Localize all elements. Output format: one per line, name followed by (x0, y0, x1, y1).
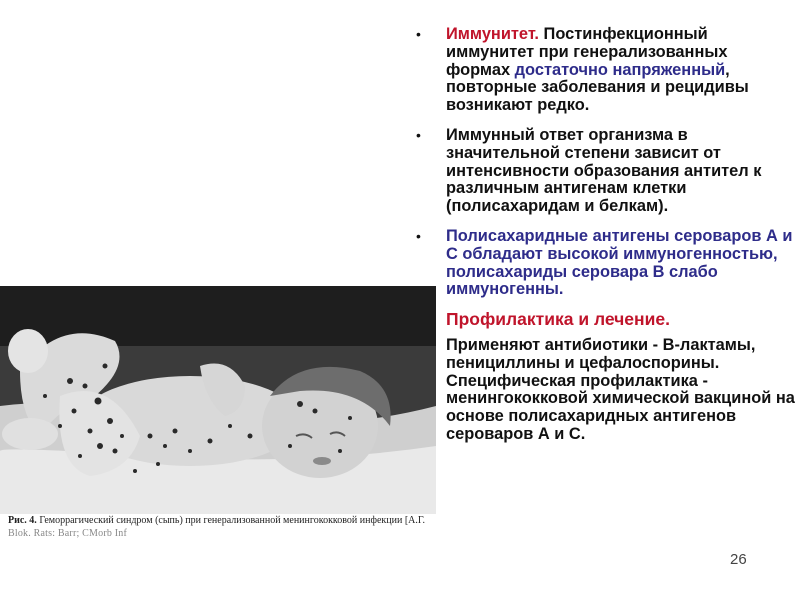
baby-rash-photo (0, 286, 436, 514)
bullet-immune-response (416, 127, 796, 216)
caption-label: Рис. 4. (8, 515, 37, 526)
photo-illustration (0, 286, 436, 514)
treatment-paragraph: Применяют антибиотики - В-лактамы, пенициллины и цефалоспорины. Специфическая профилактика - менингококковой химической вакциной на основе полисахаридных антигенов сероваров А и С. (446, 335, 795, 443)
figure-caption (8, 514, 438, 544)
immunity-text-b: , повторные заболевания и рецидивы возникают редко. (446, 60, 749, 115)
bullet-marker: • (416, 227, 421, 244)
immune-response-text: Иммунный ответ организма в значительной степени зависит от интенсивности образования антител к различным антигенам клетки (полисахаридам и белкам). (446, 125, 762, 216)
immunity-highlight: достаточно напряженный (514, 60, 726, 79)
immunity-lead: Иммунитет. (446, 25, 539, 43)
bullet-polysaccharide (416, 228, 796, 299)
polysaccharide-text: Полисахаридные антигены сероваров А и С обладают высокой иммуногенностью, полисахариды серовара В слабо иммуногенны. (446, 226, 793, 299)
bullet-marker: • (416, 126, 421, 143)
bullet-immunity (416, 26, 796, 115)
immunity-text-a: Постинфекционный иммунитет при генерализованных формах (446, 25, 728, 79)
page-number: 26 (730, 551, 747, 568)
bullet-marker: • (416, 26, 421, 42)
section-heading: Профилактика и лечение. (446, 309, 670, 330)
caption-continued: Blok. Rats: Barr; CMorb Inf (8, 528, 128, 539)
text-column (416, 26, 796, 456)
caption-text: Геморрагический синдром (сыпь) при генерализованной менингококковой инфекции [А.Г. (39, 515, 426, 526)
